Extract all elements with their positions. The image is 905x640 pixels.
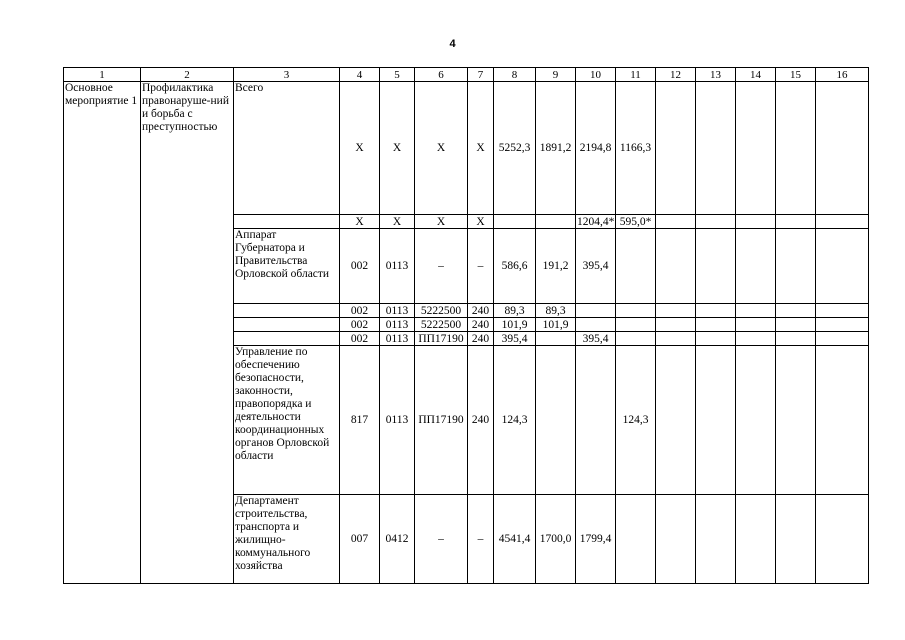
- vr-cell: Х: [468, 215, 494, 229]
- rzpr-cell: Х: [380, 215, 415, 229]
- empty-cell: [696, 495, 736, 584]
- value-cell: 2194,8: [576, 82, 616, 215]
- table-row: [64, 82, 869, 215]
- value-cell: 1204,4*: [577, 215, 615, 228]
- vr-cell: –: [468, 229, 494, 304]
- empty-cell: [696, 304, 736, 318]
- empty-cell: [696, 82, 736, 215]
- empty-cell: [776, 215, 816, 229]
- empty-cell: [656, 229, 696, 304]
- header-cell: 2: [141, 68, 234, 82]
- header-cell: 5: [380, 68, 415, 82]
- empty-cell: [816, 332, 869, 346]
- budget-table: [63, 67, 869, 584]
- value-cell: [576, 304, 616, 318]
- csr-cell: Х: [415, 82, 468, 215]
- header-cell: 11: [616, 68, 656, 82]
- empty-cell: [656, 346, 696, 495]
- empty-cell: [776, 304, 816, 318]
- grbs-cell: Х: [340, 82, 380, 215]
- vr-cell: –: [468, 495, 494, 584]
- empty-cell: [736, 346, 776, 495]
- empty-cell: [816, 229, 869, 304]
- grbs-cell: 002: [340, 304, 380, 318]
- executor-cell: Всего: [234, 82, 340, 215]
- header-cell: 15: [776, 68, 816, 82]
- empty-cell: [776, 346, 816, 495]
- grbs-cell: 002: [340, 318, 380, 332]
- rzpr-cell: 0113: [380, 304, 415, 318]
- empty-cell: [816, 495, 869, 584]
- header-cell: 7: [468, 68, 494, 82]
- value-cell: 395,4: [576, 229, 616, 304]
- vr-cell: Х: [468, 82, 494, 215]
- value-cell: 124,3: [616, 346, 656, 495]
- value-cell: 101,9: [494, 318, 536, 332]
- vr-cell: 240: [468, 304, 494, 318]
- rzpr-cell: 0113: [380, 318, 415, 332]
- csr-cell: 5222500: [415, 318, 468, 332]
- empty-cell: [656, 495, 696, 584]
- header-cell: 9: [536, 68, 576, 82]
- value-cell: 586,6: [494, 229, 536, 304]
- header-cell: 13: [696, 68, 736, 82]
- value-cell: [576, 318, 616, 332]
- value-cell: 395,4: [576, 332, 616, 346]
- value-cell: [616, 332, 656, 346]
- empty-cell: [776, 229, 816, 304]
- empty-cell: [816, 304, 869, 318]
- value-cell: [616, 229, 656, 304]
- value-cell: 4541,4: [494, 495, 536, 584]
- value-cell: 1799,4: [576, 495, 616, 584]
- value-cell: [536, 215, 576, 229]
- executor-cell: [234, 318, 340, 332]
- empty-cell: [656, 332, 696, 346]
- empty-cell: [696, 332, 736, 346]
- rzpr-cell: Х: [380, 82, 415, 215]
- header-cell: 12: [656, 68, 696, 82]
- grbs-cell: 002: [340, 332, 380, 346]
- empty-cell: [816, 318, 869, 332]
- activity-name-cell: Профилактика правонаруше-ний и борьба с преступностью: [141, 82, 234, 584]
- header-cell: 3: [234, 68, 340, 82]
- empty-cell: [696, 229, 736, 304]
- header-cell: 16: [816, 68, 869, 82]
- value-cell: [576, 346, 616, 495]
- header-cell: 6: [415, 68, 468, 82]
- value-cell: [616, 495, 656, 584]
- rzpr-cell: 0113: [380, 332, 415, 346]
- value-cell: [494, 215, 536, 229]
- value-cell: 1891,2: [536, 82, 576, 215]
- page-number: 4: [449, 38, 456, 50]
- empty-cell: [656, 215, 696, 229]
- value-cell: [536, 332, 576, 346]
- value-cell: 124,3: [494, 346, 536, 495]
- value-cell: 595,0*: [616, 215, 656, 229]
- empty-cell: [656, 304, 696, 318]
- value-cell: [616, 304, 656, 318]
- value-cell: [536, 346, 576, 495]
- executor-cell: [234, 304, 340, 318]
- csr-cell: –: [415, 229, 468, 304]
- value-cell: 5252,3: [494, 82, 536, 215]
- value-cell: 395,4: [494, 332, 536, 346]
- grbs-cell: 002: [340, 229, 380, 304]
- empty-cell: [776, 82, 816, 215]
- executor-cell: Департамент строительства, транспорта и жилищно-коммунального хозяйства: [234, 495, 340, 584]
- empty-cell: [696, 318, 736, 332]
- vr-cell: 240: [468, 318, 494, 332]
- csr-cell: 5222500: [415, 304, 468, 318]
- empty-cell: [776, 495, 816, 584]
- executor-cell: Аппарат Губернатора и Правительства Орловской области: [234, 229, 340, 304]
- empty-cell: [736, 82, 776, 215]
- vr-cell: 240: [468, 332, 494, 346]
- empty-cell: [776, 332, 816, 346]
- rzpr-cell: 0113: [380, 229, 415, 304]
- csr-cell: –: [415, 495, 468, 584]
- empty-cell: [816, 346, 869, 495]
- rzpr-cell: 0412: [380, 495, 415, 584]
- header-cell: 8: [494, 68, 536, 82]
- activity-number-cell: Основное мероприятие 1: [64, 82, 141, 584]
- empty-cell: [736, 332, 776, 346]
- empty-cell: [736, 318, 776, 332]
- empty-cell: [776, 318, 816, 332]
- header-cell: 4: [340, 68, 380, 82]
- executor-cell: [234, 215, 340, 229]
- empty-cell: [736, 495, 776, 584]
- csr-cell: ПП17190: [415, 346, 468, 495]
- empty-cell: [696, 215, 736, 229]
- empty-cell: [736, 229, 776, 304]
- header-row: [64, 68, 869, 82]
- empty-cell: [736, 304, 776, 318]
- value-cell: 101,9: [536, 318, 576, 332]
- header-cell: 14: [736, 68, 776, 82]
- value-cell: 89,3: [536, 304, 576, 318]
- grbs-cell: 007: [340, 495, 380, 584]
- empty-cell: [816, 215, 869, 229]
- header-cell: 10: [576, 68, 616, 82]
- header-cell: 1: [64, 68, 141, 82]
- grbs-cell: 817: [340, 346, 380, 495]
- empty-cell: [656, 318, 696, 332]
- executor-cell: [234, 332, 340, 346]
- vr-cell: 240: [468, 346, 494, 495]
- value-cell: 1166,3: [616, 82, 656, 215]
- empty-cell: [816, 82, 869, 215]
- grbs-cell: Х: [340, 215, 380, 229]
- empty-cell: [656, 82, 696, 215]
- executor-cell: Управление по обеспечению безопасности, законности, правопорядка и деятельности координационных органов Орловской области: [234, 346, 340, 495]
- value-cell: 89,3: [494, 304, 536, 318]
- csr-cell: ПП17190: [415, 332, 468, 346]
- csr-cell: Х: [415, 215, 468, 229]
- value-cell: 1700,0: [536, 495, 576, 584]
- value-cell: [616, 318, 656, 332]
- value-cell: 191,2: [536, 229, 576, 304]
- empty-cell: [696, 346, 736, 495]
- empty-cell: [736, 215, 776, 229]
- rzpr-cell: 0113: [380, 346, 415, 495]
